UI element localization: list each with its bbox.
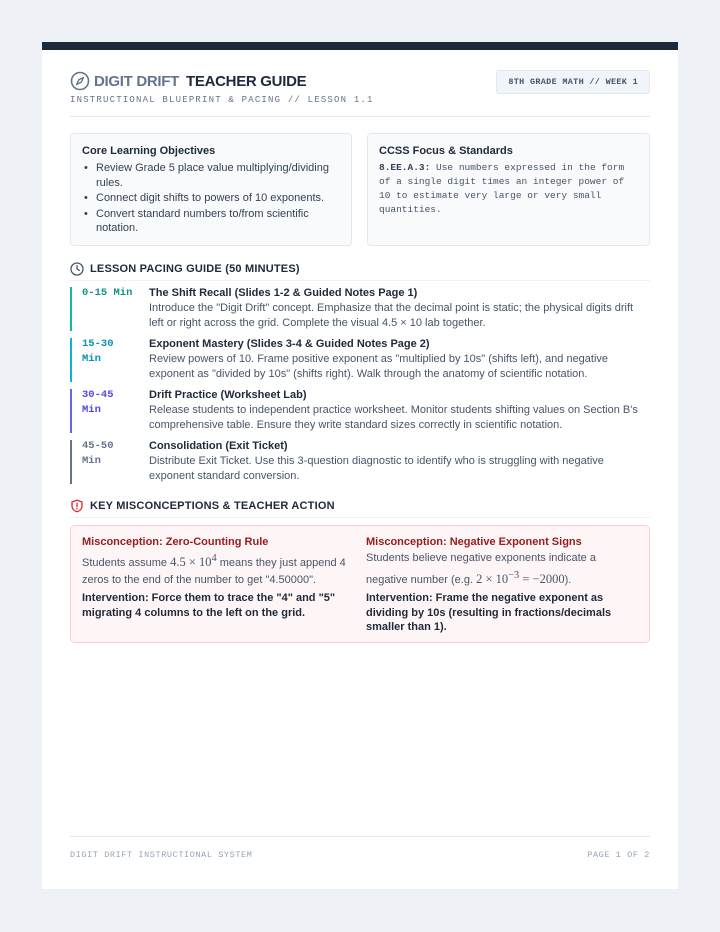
pacing-row	[70, 440, 650, 484]
misconceptions-box	[70, 525, 650, 643]
pacing-title: LESSON PACING GUIDE (50 MINUTES)	[90, 263, 300, 275]
objectives-title: Core Learning Objectives	[82, 145, 216, 157]
standards-card	[367, 133, 650, 246]
footer-left: DIGIT DRIFT INSTRUCTIONAL SYSTEM	[70, 850, 253, 860]
pacing-section-header	[70, 261, 300, 277]
compass-icon	[70, 71, 90, 91]
pacing-time: 0-15 Min	[82, 287, 133, 299]
math-expression	[476, 572, 565, 586]
pacing-bar	[70, 389, 72, 433]
header-divider	[70, 116, 650, 117]
pacing-row-description: Release students to independent practice worksheet. Monitor students shifting values on Section B's comprehensive table. Ensure they write standard sizes correctly in scientific notation.	[149, 404, 638, 431]
pacing-row	[70, 389, 650, 433]
intervention-text: Intervention: Frame the negative exponent as dividing by 10s (resulting in fractions/decimals smaller than 1).	[366, 592, 612, 634]
pacing-row-title: Exponent Mastery (Slides 3-4 & Guided Notes Page 2)	[149, 338, 430, 350]
math-expression	[170, 555, 217, 569]
pacing-row-description: Distribute Exit Ticket. Use this 3-question diagnostic to identify who is struggling with negative exponent standard conversion.	[149, 455, 604, 482]
standard-description: Use numbers expressed in the form of a single digit times an integer power of 10 to estimate very large or very small quantities.	[379, 162, 625, 215]
pacing-row	[70, 287, 650, 331]
pacing-row-title: Consolidation (Exit Ticket)	[149, 440, 288, 452]
standards-title: CCSS Focus & Standards	[379, 145, 513, 157]
standard-code: 8.EE.A.3:	[379, 162, 431, 173]
misconception-text-pre: Students assume	[82, 557, 167, 570]
guide-title: TEACHER GUIDE	[186, 72, 307, 90]
pacing-row-title: The Shift Recall (Slides 1-2 & Guided Notes Page 1)	[149, 287, 418, 299]
misconception-text-pre: Students believe negative exponents indicate a negative number (e.g.	[366, 552, 596, 587]
header	[70, 70, 650, 126]
intervention-text: Intervention: Force them to trace the "4" and "5" migrating 4 columns to the left on the grid.	[82, 592, 336, 619]
pacing-bar	[70, 287, 72, 331]
misconception-text-post: means they just append 4 zeros to the end of the number to get "4.50000".	[82, 557, 346, 587]
pacing-row-description: Introduce the "Digit Drift" concept. Emphasize that the decimal point is static; the physical digits drift left or right across the grid. Complete the visual 4.5 × 10 lab together.	[149, 302, 634, 329]
misconception-text	[366, 550, 632, 589]
objective-item: • Review Grade 5 place value multiplying/dividing rules.	[82, 161, 340, 190]
misconception-right	[366, 536, 632, 635]
objective-item: • Connect digit shifts to powers of 10 exponents.	[82, 191, 340, 206]
standards-text	[379, 161, 638, 217]
pacing-row	[70, 338, 650, 382]
objective-item: • Convert standard numbers to/from scientific notation.	[82, 207, 340, 236]
clock-icon	[70, 262, 84, 276]
pacing-bar	[70, 338, 72, 382]
pacing-row-title: Drift Practice (Worksheet Lab)	[149, 389, 307, 401]
misconception-title: Misconception: Negative Exponent Signs	[366, 536, 582, 548]
pacing-time: 15-30 Min	[82, 338, 114, 365]
pacing-row-description: Review powers of 10. Frame positive exponent as "multiplied by 10s" (shifts left), and negative exponent as "divided by 10s" (shifts right). Walk through the anatomy of scientific notation.	[149, 353, 609, 380]
objectives-list	[82, 161, 340, 236]
grade-badge: 8TH GRADE MATH // WEEK 1	[496, 70, 650, 94]
math-exponent: 4	[211, 553, 217, 564]
brand-name: DIGIT DRIFT	[94, 72, 180, 90]
math-base: 4.5 × 10	[170, 555, 212, 570]
math-exponent: −3	[508, 570, 520, 581]
misconceptions-section-header	[70, 498, 335, 514]
misconception-title: Misconception: Zero-Counting Rule	[82, 536, 269, 548]
brand	[70, 70, 306, 92]
pacing-divider	[70, 280, 650, 281]
misconceptions-title: KEY MISCONCEPTIONS & TEACHER ACTION	[90, 500, 335, 512]
objectives-card	[70, 133, 352, 246]
misconception-text-post: ).	[564, 574, 572, 587]
math-tail: = −2000	[519, 572, 565, 587]
pacing-time: 45-50 Min	[82, 440, 114, 467]
pacing-time: 30-45 Min	[82, 389, 114, 416]
guide-page	[42, 42, 678, 889]
pacing-bar	[70, 440, 72, 484]
math-base: 2 × 10	[476, 572, 509, 587]
misconception-left	[82, 536, 348, 620]
shield-alert-icon	[70, 499, 84, 513]
page-number: PAGE 1 OF 2	[587, 850, 650, 860]
top-accent-bar	[42, 42, 678, 50]
lesson-subtitle: INSTRUCTIONAL BLUEPRINT & PACING // LESSON 1.1	[70, 95, 374, 105]
misconceptions-divider	[70, 517, 650, 518]
footer-divider	[70, 836, 650, 837]
misconception-text	[82, 550, 348, 589]
